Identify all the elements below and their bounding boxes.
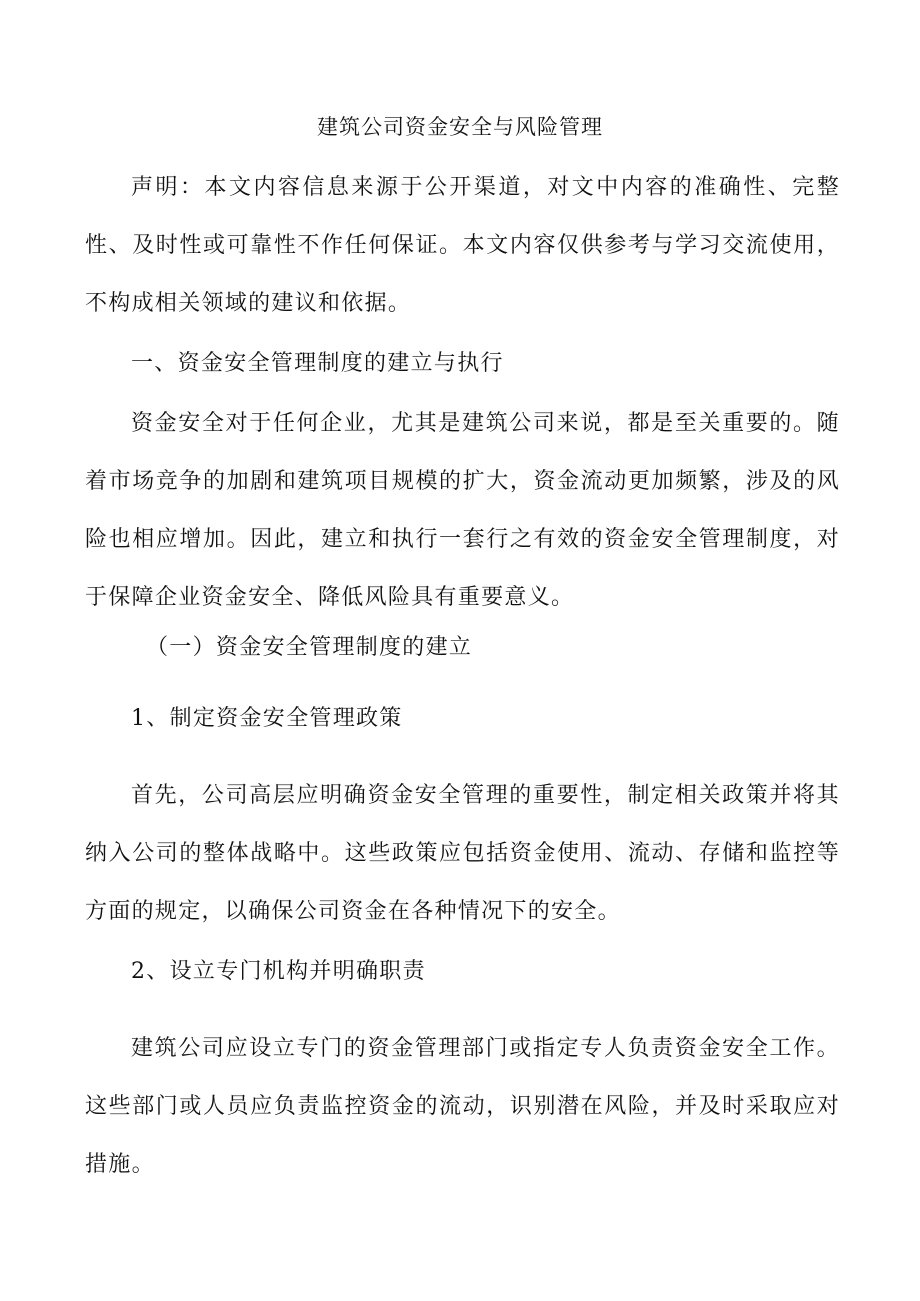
item-1-heading: 1、制定资金安全管理政策 bbox=[131, 706, 403, 731]
item-2-paragraph: 建筑公司应设立专门的资金管理部门或指定专人负责资金安全工作。这些部门或人员应负责监控资金的流动，识别潜在风险，并及时采取应对措施。 bbox=[85, 1036, 840, 1177]
item-1-paragraph: 首先，公司高层应明确资金安全管理的重要性，制定相关政策并将其纳入公司的整体战略中。这些政策应包括资金使用、流动、存储和监控等方面的规定，以确保公司资金在各种情况下的安全。 bbox=[85, 783, 840, 924]
item-2-heading: 2、设立专门机构并明确职责 bbox=[131, 959, 426, 984]
section-1-intro-paragraph: 资金安全对于任何企业，尤其是建筑公司来说，都是至关重要的。随着市场竞争的加剧和建筑项目规模的扩大，资金流动更加频繁，涉及的风险也相应增加。因此，建立和执行一套行之有效的资金安全管理制度，对于保障企业资金安全、降低风险具有重要意义。 bbox=[85, 411, 840, 610]
subsection-1-heading: （一）资金安全管理制度的建立 bbox=[146, 635, 473, 660]
document-title: 建筑公司资金安全与风险管理 bbox=[317, 115, 603, 139]
section-1-heading: 一、资金安全管理制度的建立与执行 bbox=[131, 351, 504, 376]
disclaimer-paragraph: 声明：本文内容信息来源于公开渠道，对文中内容的准确性、完整性、及时性或可靠性不作任何保证。本文内容仅供参考与学习交流使用，不构成相关领域的建议和依据。 bbox=[85, 175, 840, 316]
